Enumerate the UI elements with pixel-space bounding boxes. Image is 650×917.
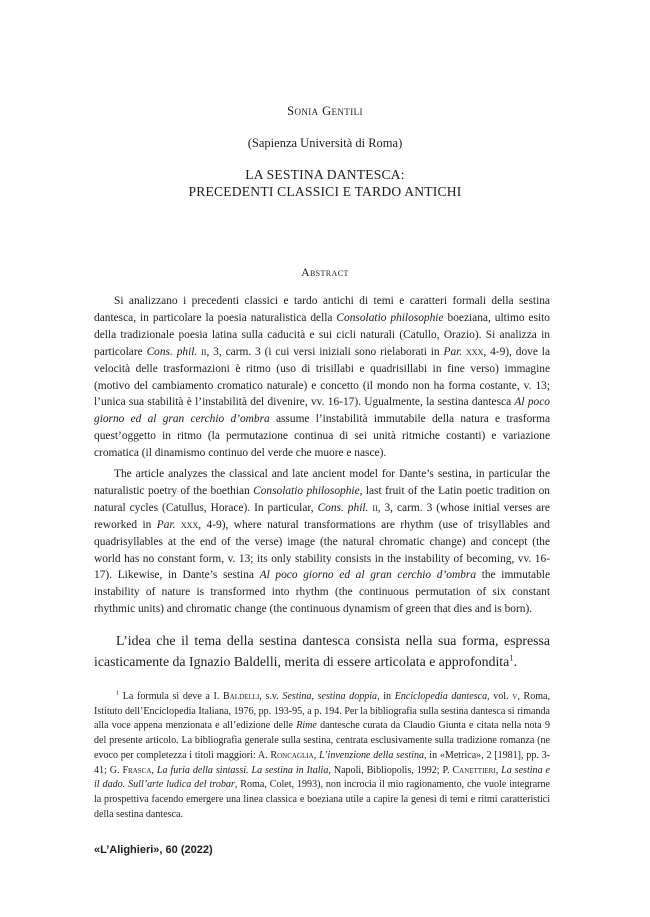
footnote-reference[interactable]: 1 <box>509 651 514 662</box>
footnote-1: $^1$ La formula si deve a I. Baldelli, s.v. Sestina, sestina doppia, in Enciclopedia dantesca, vol. v, Roma, Istituto dell’Enciclopedia Italiana, 1976, pp. 193-95, a p. 194. Per la bibliografia sulla sestina dantesca si rimanda alla voce appena menzionata e all’edizione delle Rime dantesche curata da Claudio Giunta e citata nella nota 9 del presente articolo. La bibliografia generale sulla sestina, centrata esclusivamente sulla tradizione romanza (ne evoco per completezza i titoli maggiori: A. Roncaglia, L’invenzione della sestina, in «Metrica», 2 [1981], pp. 3-41; G. Frasca, La furia della sintassi. La sestina in Italia, Napoli, Bibliopolis, 1992; P. Canettieri, La sestina e il dado. Sull’arte ludica del trobar, Roma, Colet, 1993), non incrocia il mio ragionamento, che vuole integrarne la prospettiva facendo emergere una linea classica e boeziana utile a capire la genesi di temi e ritmi caratteristici della sestina dantesca. <box>94 689 551 820</box>
abstract-italian: Si analizzano i precedenti classici e tardo antichi di temi e caratteri formali della sestina dantesca, in particolare la poesia naturalistica della Consolatio philosophie boeziana, ultimo esito della tradizionale poesia latina sulla caducità e sui cicli naturali (Catullo, Orazio). Si analizza in particolare Cons. phil. ii, 3, carm. 3 (i cui versi iniziali sono rielaborati in Par. xxx, 4-9), dove la velocità delle trasformazioni è ritmo (uso di trisillabi e quadrisillabi in fine verso) immagine (motivo del cambiamento cromatico naturale) e concetto (il mondo non ha forma costante, v. 13; l’unica sua stabilità è l’instabilità del divenire, vv. 16-17). Ugualmente, la sestina dantesca Al poco giorno ed al gran cerchio d’ombra assume l’instabilità immutabile della natura e trasforma quest’oggetto in ritmo (la permutazione continua di sei unità ritmiche costanti) e variazione cromatica (il dinamismo continuo del verde che muore e nasce). <box>94 295 550 460</box>
author-affiliation: (Sapienza Università di Roma) <box>247 136 403 150</box>
author-name: Sonia Gentili <box>287 104 363 118</box>
article-title <box>0 166 650 200</box>
title-line-1: LA SESTINA DANTESCA: <box>245 167 405 182</box>
footnote-mark: 1 <box>116 689 120 697</box>
journal-citation: «L’Alighieri», 60 (2022) <box>94 844 213 856</box>
abstract-english: The article analyzes the classical and late ancient model for Dante’s sestina, in particular the naturalistic poetry of the boethian Consolatio philosophie, last fruit of the Latin poetic tradition on natural cycles (Catullus, Horace). In particular, Cons. phil. ii, 3, carm. 3 (whose initial verses are reworked in Par. xxx, 4-9), where natural transformations are rhythm (use of trisyllables and quadrisyllables at the end of the verse) image (the natural chromatic change) and concept (the world has no constant form, v. 13; its only stability consists in the instability of becoming, vv. 16-17). Likewise, in Dante’s sestina Al poco giorno ed al gran cerchio d’ombra the immutable instability of nature is transformed into rhythm (the continuous permutation of six constant rhythmic units) and chromatic change (the continuous dynamism of green that dies and is born). <box>94 468 550 616</box>
body-paragraph: L’idea che il tema della sestina dantesca consista nella sua forma, espressa icasticamente da Ignazio Baldelli, merita di essere articolata e approfondita$^1$. <box>94 633 550 669</box>
title-line-2: PRECEDENTI CLASSICI E TARDO ANTICHI <box>188 184 462 199</box>
abstract-heading: Abstract <box>301 267 349 279</box>
